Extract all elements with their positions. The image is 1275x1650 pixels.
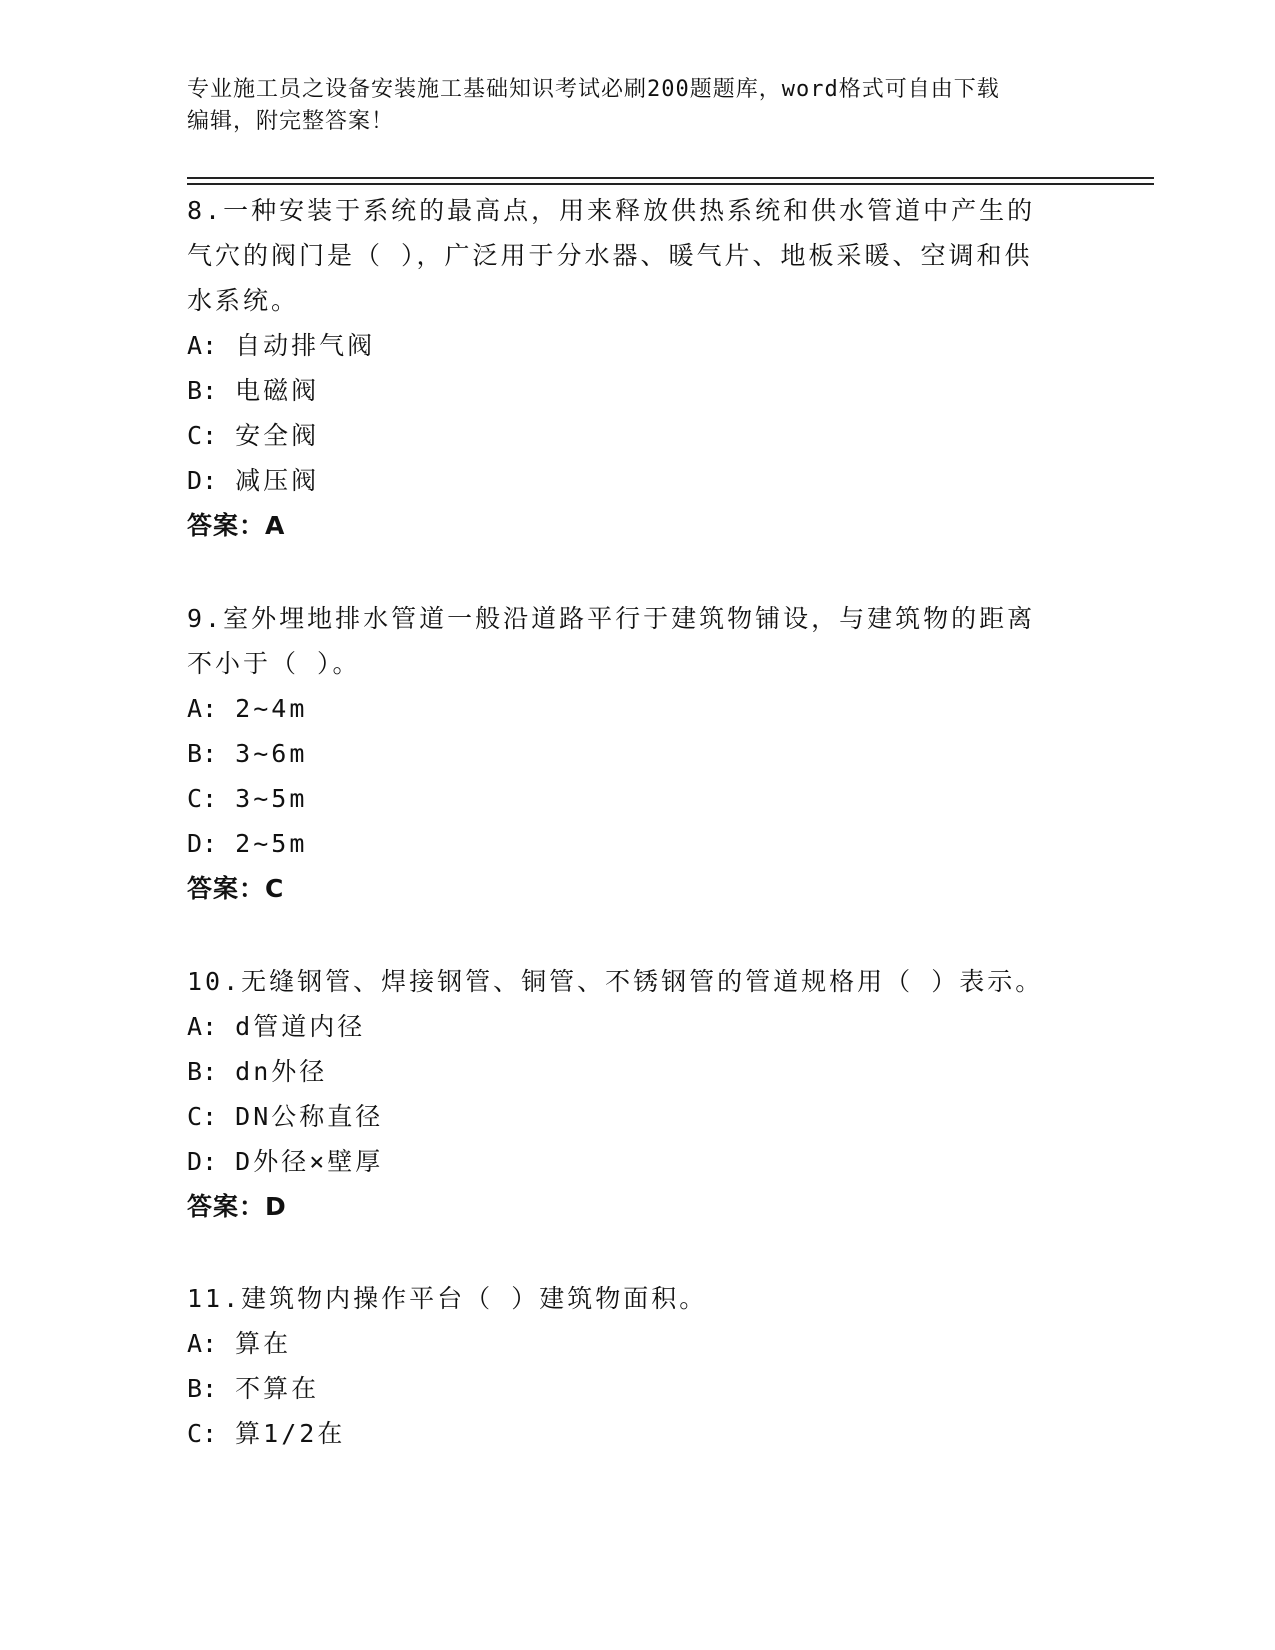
option-letter: A: bbox=[187, 1329, 218, 1358]
option-letter: A: bbox=[187, 331, 218, 360]
answer-label: 答案：C bbox=[187, 874, 285, 903]
option-text: 电磁阀 bbox=[235, 376, 320, 405]
option-text: 不算在 bbox=[235, 1374, 320, 1403]
option-text: D外径×壁厚 bbox=[235, 1147, 384, 1176]
option-text: 2~5m bbox=[235, 829, 308, 858]
option-letter: D: bbox=[187, 1147, 218, 1176]
question-text-line: 8.一种安装于系统的最高点，用来释放供热系统和供水管道中产生的 bbox=[187, 196, 1036, 225]
option-a bbox=[187, 323, 1067, 368]
option-letter: C: bbox=[187, 421, 218, 450]
option-d bbox=[187, 821, 1067, 866]
option-letter: D: bbox=[187, 466, 218, 495]
option-d bbox=[187, 458, 1067, 503]
option-letter: B: bbox=[187, 1374, 218, 1403]
option-text: 算1/2在 bbox=[235, 1419, 346, 1448]
option-letter: A: bbox=[187, 694, 218, 723]
option-text: 自动排气阀 bbox=[235, 331, 376, 360]
option-b bbox=[187, 1366, 1067, 1411]
option-letter: B: bbox=[187, 1057, 218, 1086]
question-text-line: 9.室外埋地排水管道一般沿道路平行于建筑物铺设，与建筑物的距离 bbox=[187, 604, 1036, 633]
option-text: 3~6m bbox=[235, 739, 308, 768]
option-letter: C: bbox=[187, 1419, 218, 1448]
option-letter: B: bbox=[187, 739, 218, 768]
option-b bbox=[187, 368, 1067, 413]
answer-label: 答案：A bbox=[187, 511, 286, 540]
option-a bbox=[187, 1004, 1067, 1049]
option-b bbox=[187, 1049, 1067, 1094]
question-text-line: 气穴的阀门是（ ），广泛用于分水器、暖气片、地板采暖、空调和供 bbox=[187, 241, 1033, 270]
option-text: DN公称直径 bbox=[235, 1102, 384, 1131]
option-c bbox=[187, 1411, 1067, 1456]
option-text: 安全阀 bbox=[235, 421, 320, 450]
question-text-line: 11.建筑物内操作平台（ ）建筑物面积。 bbox=[187, 1284, 708, 1313]
option-letter: A: bbox=[187, 1012, 218, 1041]
header-divider-bottom bbox=[187, 183, 1154, 185]
question-10 bbox=[187, 959, 1067, 1229]
document-header bbox=[187, 74, 1067, 138]
option-text: d管道内径 bbox=[235, 1012, 366, 1041]
question-text-line: 不小于（ ）。 bbox=[187, 649, 361, 678]
question-9 bbox=[187, 596, 1067, 911]
option-c bbox=[187, 776, 1067, 821]
option-b bbox=[187, 731, 1067, 776]
option-d bbox=[187, 1139, 1067, 1184]
option-c bbox=[187, 413, 1067, 458]
header-line-1: 专业施工员之设备安装施工基础知识考试必刷200题题库，word格式可自由下载 bbox=[187, 77, 1000, 102]
option-text: 算在 bbox=[235, 1329, 292, 1358]
question-8 bbox=[187, 188, 1067, 548]
option-a bbox=[187, 686, 1067, 731]
option-letter: D: bbox=[187, 829, 218, 858]
option-a bbox=[187, 1321, 1067, 1366]
option-text: 3~5m bbox=[235, 784, 308, 813]
option-text: 2~4m bbox=[235, 694, 308, 723]
question-text-line: 10.无缝钢管、焊接钢管、铜管、不锈钢管的管道规格用（ ）表示。 bbox=[187, 967, 1044, 996]
question-11 bbox=[187, 1276, 1067, 1456]
option-letter: C: bbox=[187, 784, 218, 813]
option-c bbox=[187, 1094, 1067, 1139]
option-letter: C: bbox=[187, 1102, 218, 1131]
option-letter: B: bbox=[187, 376, 218, 405]
header-line-2: 编辑，附完整答案！ bbox=[187, 109, 395, 134]
header-divider-top bbox=[187, 177, 1154, 179]
option-text: dn外径 bbox=[235, 1057, 328, 1086]
question-text-line: 水系统。 bbox=[187, 286, 300, 315]
option-text: 减压阀 bbox=[235, 466, 320, 495]
answer-label: 答案：D bbox=[187, 1192, 287, 1221]
